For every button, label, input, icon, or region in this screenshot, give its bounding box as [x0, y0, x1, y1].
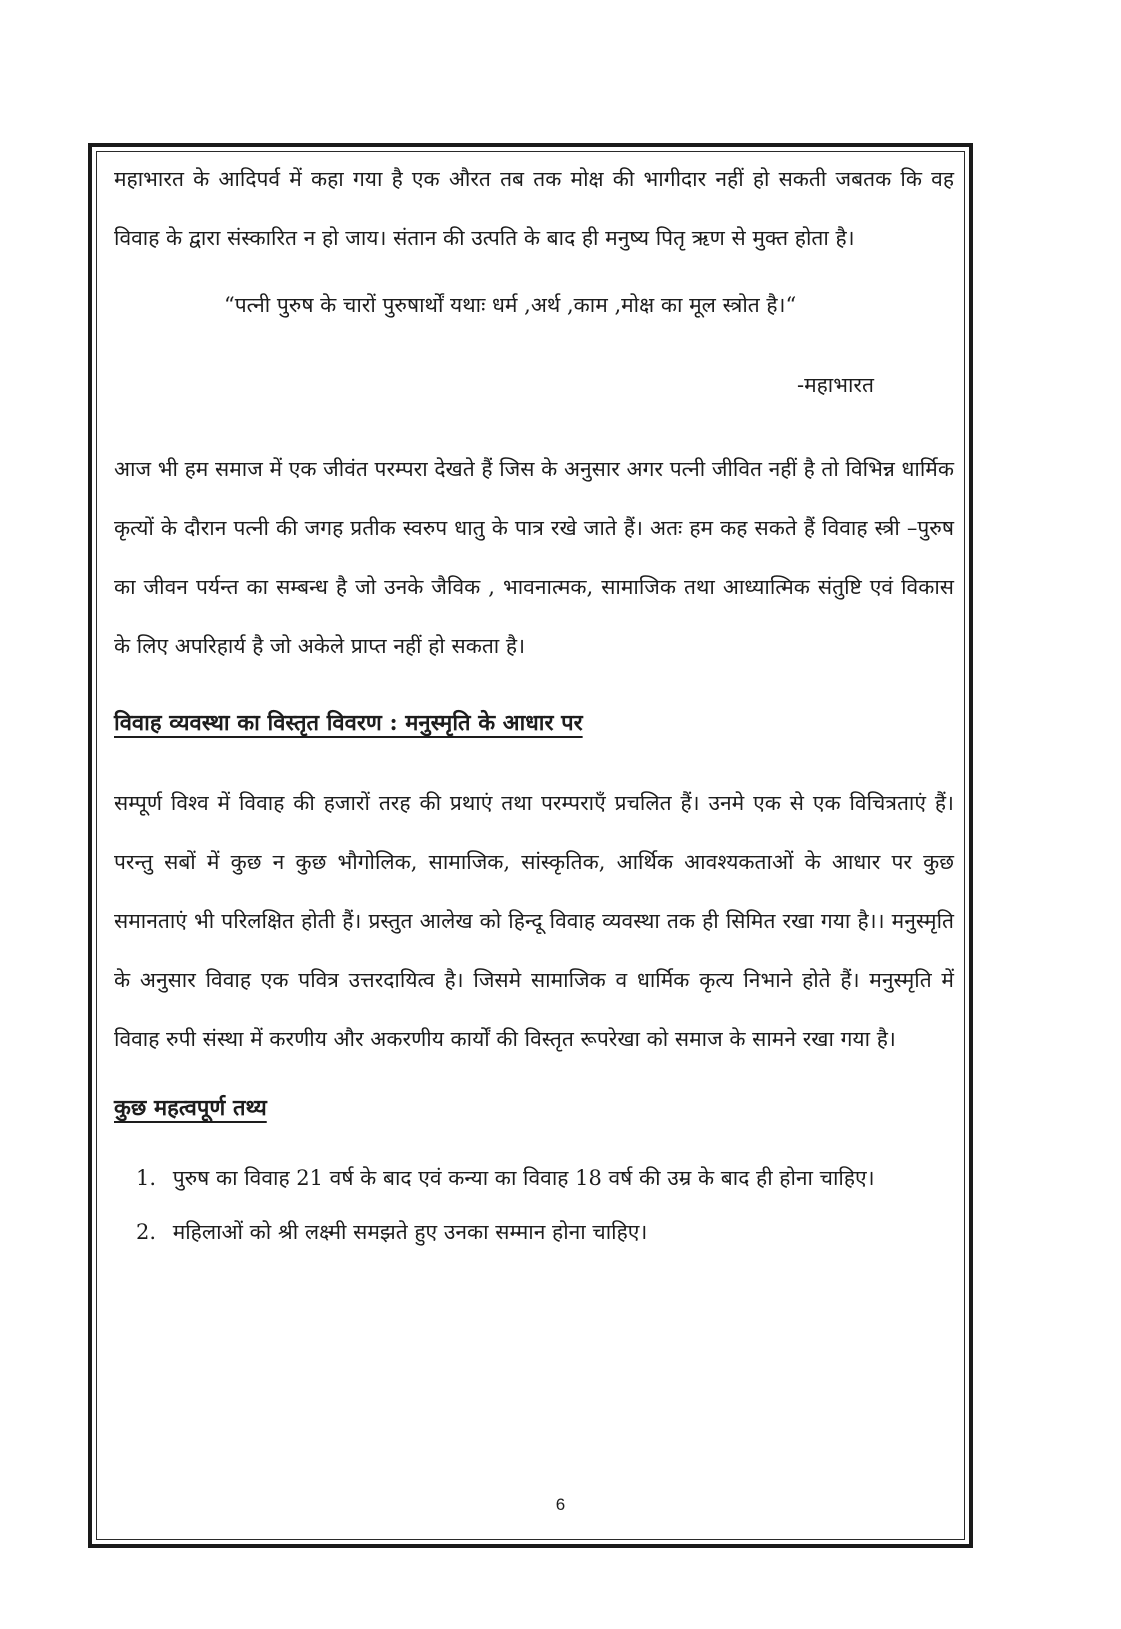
section-heading-manusmriti: विवाह व्यवस्था का विस्तृत विवरण : मनुस्मृति के आधार पर	[114, 710, 583, 736]
list-item	[114, 1151, 954, 1205]
list-item-text: महिलाओं को श्री लक्ष्मी समझते हुए उनका सम्मान होना चाहिए।	[172, 1220, 648, 1244]
quote-text: “पत्नी पुरुष के चारों पुरुषार्थों यथाः धर्म ,अर्थ ,काम ,मोक्ष का मूल स्त्रोत है।“	[224, 293, 797, 317]
quote-attribution: -महाभारत	[796, 373, 874, 397]
list-item-number: 2.	[136, 1220, 157, 1244]
list-item-text: पुरुष का विवाह 21 वर्ष के बाद एवं कन्या का विवाह 18 वर्ष की उम्र के बाद ही होना चाहिए।	[172, 1166, 875, 1190]
section-heading-important-facts: कुछ महत्वपूर्ण तथ्य	[114, 1095, 267, 1121]
paragraph-living-tradition: आज भी हम समाज में एक जीवंत परम्परा देखते हैं जिस के अनुसार अगर पत्नी जीवित नहीं है तो विभिन्न धार्मिक कृत्यों के दौरान पत्नी की जगह प्रतीक स्वरुप धातु के पात्र रखे जाते हैं। अतः हम कह सकते हैं विवाह स्त्री –पुरुष का जीवन पर्यन्त का सम्बन्ध है जो उनके जैविक , भावनात्मक, सामाजिक तथा आध्यात्मिक संतुष्टि एवं विकास के लिए अपरिहार्य है जो अकेले प्राप्त नहीं हो सकता है।	[114, 457, 954, 658]
paragraph-marriage-traditions: सम्पूर्ण विश्व में विवाह की हजारों तरह की प्रथाएं तथा परम्पराएँ प्रचलित हैं। उनमे एक से एक विचित्रताएं हैं। परन्तु सबों में कुछ न कुछ भौगोलिक, सामाजिक, सांस्कृतिक, आर्थिक आवश्यकताओं के आधार पर कुछ समानताएं भी परिलक्षित होती हैं। प्रस्तुत आलेख को हिन्दू विवाह व्यवस्था तक ही सिमित रखा गया है।। मनुस्मृति के अनुसार विवाह एक पवित्र उत्तरदायित्व है। जिसमे सामाजिक व धार्मिक कृत्य निभाने होते हैं। मनुस्मृति में विवाह रुपी संस्था में करणीय और अकरणीय कार्यों की विस्तृत रूपरेखा को समाज के सामने रखा गया है।	[114, 791, 954, 1051]
list-item	[114, 1205, 954, 1259]
page-content	[114, 150, 954, 1259]
list-item-number: 1.	[136, 1166, 157, 1190]
paragraph-adiparva: महाभारत के आदिपर्व में कहा गया है एक औरत तब तक मोक्ष की भागीदार नहीं हो सकती जबतक कि वह विवाह के द्वारा संस्कारित न हो जाय। संतान की उत्पति के बाद ही मनुष्य पितृ ऋण से मुक्त होता है।	[114, 167, 954, 250]
page-number: 6	[555, 1495, 566, 1514]
facts-list	[114, 1151, 954, 1259]
